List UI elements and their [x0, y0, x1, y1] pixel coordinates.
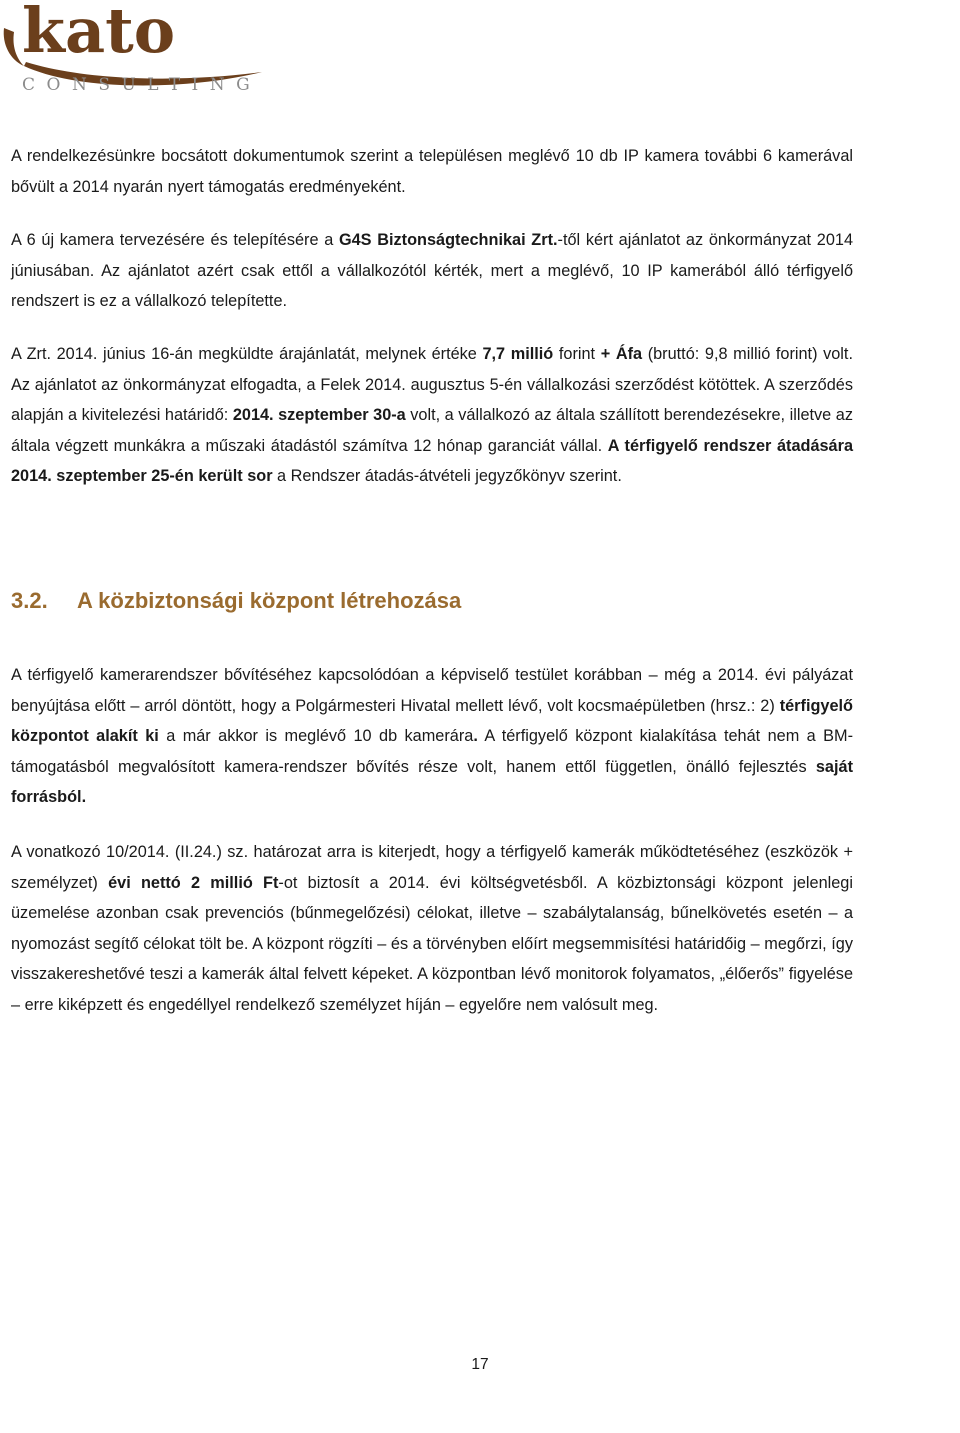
text-segment: A Zrt. 2014. június 16-án megküldte árajánlatát, melynek értéke: [11, 345, 483, 363]
bold-text-segment: saját forrásból.: [11, 757, 853, 807]
text-segment: (bruttó: 9,8 millió forint) volt. Az ajánlatot az önkormányzat elfogadta, a Felek 2014. augusztus 5-én vállalkozási szerződést kötöttek. A szerződés alapján a kivitelezési határidő:: [11, 345, 853, 425]
paragraph-center-operation: [11, 837, 853, 1021]
company-logo: [0, 0, 270, 100]
text-segment: a már akkor is meglévő 10 db kamerára: [158, 727, 474, 746]
page-number: 17: [471, 1356, 489, 1373]
bold-text-segment: évi nettó 2 millió Ft: [108, 873, 279, 892]
bold-text-segment: térfigyelő központot alakít ki: [11, 696, 853, 746]
text-segment: volt, a vállalkozó az általa szállított berendezésekre, illetve az általa végzett munkákra a műszaki átadástól számítva 12 hónap garanciát vállal.: [11, 406, 853, 455]
text-segment: -ot biztosít a 2014. évi költségvetésből. A közbiztonsági központ jelenlegi üzemelése azonban csak prevenciós (bűnmegelőzési) célokat, illetve – szabálytalanság, bűnelkövetés esetén – a nyomozást segítő célokat tölt be. A központ rögzíti – és a törvényben előírt megsemmisítési határidőig – megőrzi, így visszakereshetővé teszi a kamerák által felvett képeket. A központban lévő monitorok folyamatos, „élőerős” figyelése – erre kiképzett és engedéllyel rendelkező személyzet híján – egyelőre nem valósult meg.: [11, 873, 853, 1014]
paragraph-center-decision: [11, 660, 853, 813]
text-segment: A térfigyelő kamerarendszer bővítéséhez kapcsolódóan a képviselő testület korábban – még a 2014. évi pályázat benyújtása előtt – arról döntött, hogy a Polgármesteri Hivatal mellett lévő, volt kocsmaépületben (hrsz.: 2): [11, 666, 853, 715]
paragraph-offer-request: [11, 225, 853, 317]
text-segment: a Rendszer átadás-átvételi jegyzőkönyv szerint.: [272, 467, 622, 486]
text-segment: forint: [553, 345, 601, 363]
bold-text-segment: + Áfa: [600, 345, 643, 363]
paragraph-cameras-existing: [11, 141, 853, 202]
text-segment: -től kért ajánlatot az önkormányzat 2014 júniusában. Az ajánlatot azért csak ettől a vállalkozótól kérték, mert a meglévő, 10 IP kamerából álló térfigyelő rendszert is ez a vállalkozó telepítette.: [11, 231, 854, 311]
section-heading: [11, 584, 461, 618]
section-title: A közbiztonsági központ létrehozása: [77, 588, 462, 613]
bold-text-segment: 2014. szeptember 30-a: [232, 406, 406, 425]
logo-swoosh: [4, 28, 24, 66]
logo-subtitle: CONSULTING: [22, 75, 262, 95]
bold-text-segment: A térfigyelő rendszer átadására 2014. szeptember 25-én került sor: [11, 436, 853, 486]
logo-word: kato: [22, 0, 176, 67]
paragraph-contract-details: [11, 339, 853, 492]
bold-text-segment: G4S Biztonságtechnikai Zrt.: [338, 231, 558, 249]
bold-text-segment: .: [473, 727, 478, 746]
text-segment: A vonatkozó 10/2014. (II.24.) sz. határozat arra is kiterjedt, hogy a térfigyelő kamerák működtetéséhez (eszközök + személyzet): [11, 843, 853, 892]
section-number: 3.2.: [11, 588, 48, 613]
text-segment: A térfigyelő központ kialakítása tehát nem a BM-támogatásból megvalósított kamera-rendszer bővítés része volt, hanem ettől független, önálló fejlesztés: [11, 727, 853, 776]
text-segment: A 6 új kamera tervezésére és telepítésére a: [11, 231, 339, 249]
bold-text-segment: 7,7 millió: [482, 345, 554, 363]
text-segment: A rendelkezésünkre bocsátott dokumentumok szerint a településen meglévő 10 db IP kamera további 6 kamerával bővült a 2014 nyarán nyert támogatás eredményeként.: [11, 147, 853, 196]
